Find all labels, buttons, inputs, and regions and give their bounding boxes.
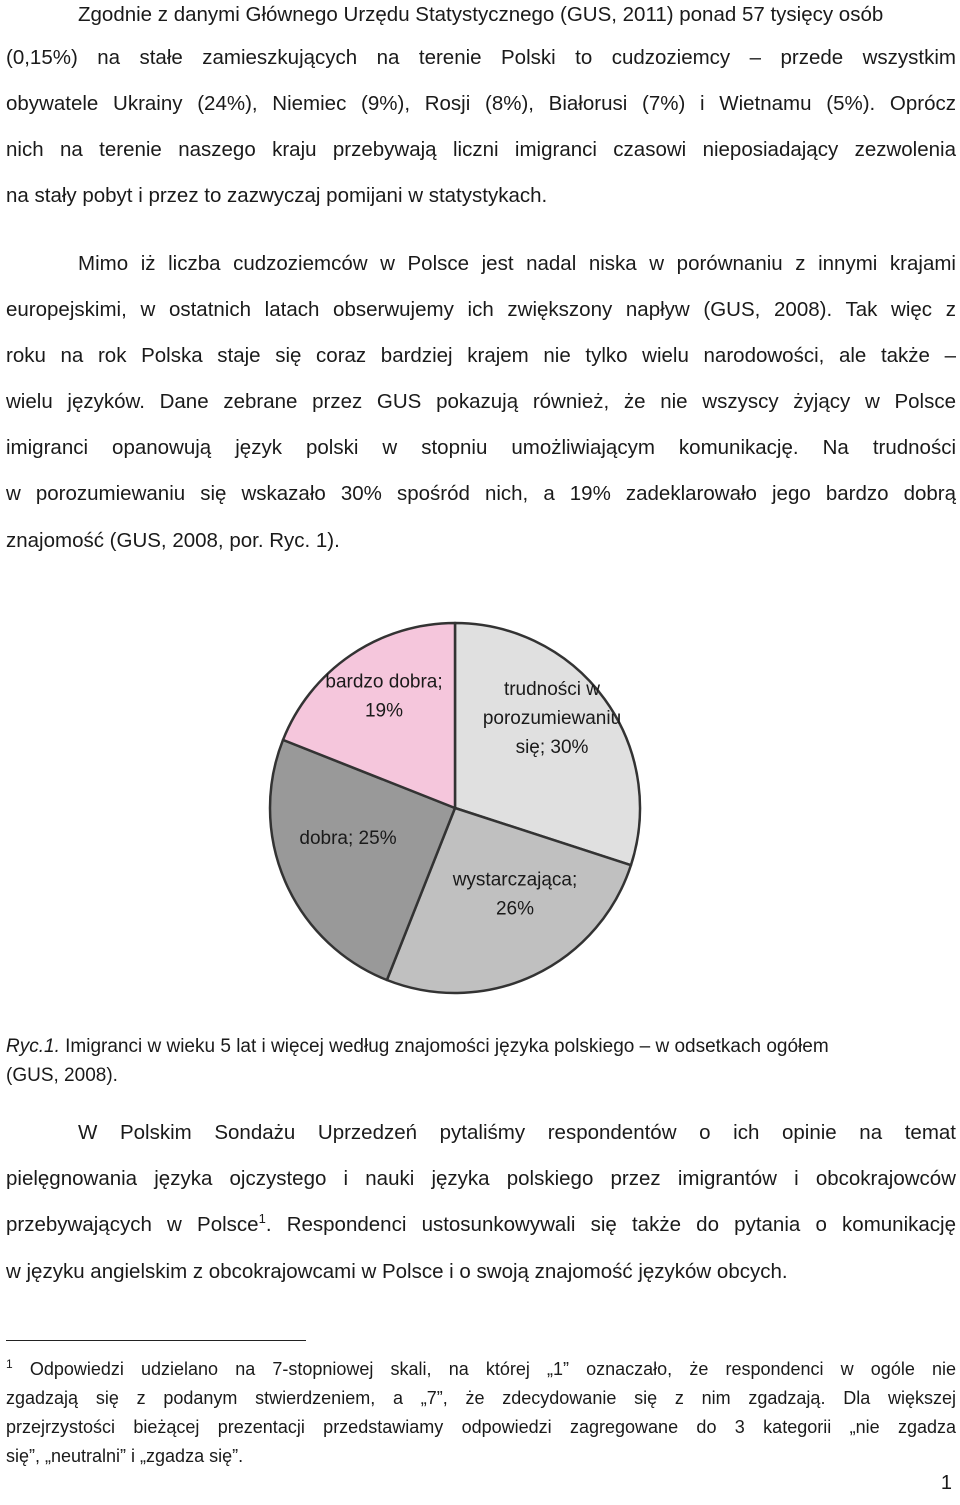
paragraph-1-line: obywatele Ukrainy (24%), Niemiec (9%), Rosji (8%), Białorusi (7%) i Wietnamu (5%). Oprócz xyxy=(6,92,956,115)
paragraph-2-line: w porozumiewaniu się wskazało 30% spośród nich, a 19% zadeklarowało jego bardzo dobrą xyxy=(6,482,956,505)
pie-label-bardzo-dobra: bardzo dobra; 19% xyxy=(325,671,443,722)
paragraph-3-line xyxy=(6,1212,956,1238)
footnote-line: przejrzystości bieżącej prezentacji przedstawiamy odpowiedzi zagregowane do 3 kategorii „nie zgadza xyxy=(6,1417,956,1437)
footnote-reference[interactable]: 1 xyxy=(258,1211,266,1227)
paragraph-1-line: (0,15%) na stałe zamieszkujących na terenie Polski to cudzoziemcy – przede wszystkim xyxy=(6,46,956,69)
paragraph-1-line: Zgodnie z danymi Głównego Urzędu Statystycznego (GUS, 2011) ponad 57 tysięcy osób xyxy=(78,3,884,26)
language-proficiency-pie-chart xyxy=(0,590,960,1010)
paragraph-2-line: znajomość (GUS, 2008, por. Ryc. 1). xyxy=(6,529,340,552)
paragraph-1-line: nich na terenie naszego kraju przebywają liczni imigranci czasowi nieposiadający zezwolenia xyxy=(6,138,956,161)
page-number: 1 xyxy=(940,1472,952,1494)
figure-caption-label: Ryc.1. xyxy=(6,1036,60,1057)
paragraph-2-line: wielu języków. Dane zebrane przez GUS pokazują również, że nie wszyscy żyjący w Polsce xyxy=(6,390,956,413)
footnote-number: 1 xyxy=(6,1357,13,1371)
footnote-text: Odpowiedzi udzielano na 7-stopniowej skali, na której „1” oznaczało, że respondenci w ogóle nie xyxy=(12,1359,956,1379)
footnote-line: zgadzają się z podanym stwierdzeniem, a „7”, że zdecydowanie się z nim zgadzają. Dla większej xyxy=(6,1388,956,1408)
paragraph-1-line: na stały pobyt i przez to zazwyczaj pomijani w statystykach. xyxy=(6,184,548,207)
paragraph-2-line: europejskimi, w ostatnich latach obserwujemy ich zwiększony napływ (GUS, 2008). Tak więc z xyxy=(6,298,956,321)
paragraph-3-text: przebywających w Polsce xyxy=(6,1213,259,1236)
paragraph-2-line: imigranci opanowują język polski w stopniu umożliwiającym komunikację. Na trudności xyxy=(6,436,956,459)
figure-caption-text: Imigranci w wieku 5 lat i więcej według znajomości języka polskiego – w odsetkach ogółem xyxy=(59,1036,829,1057)
figure-caption-line-2: (GUS, 2008). xyxy=(6,1065,118,1086)
footnote-separator xyxy=(6,1340,306,1341)
paragraph-3-line: w języku angielskim z obcokrajowcami w Polsce i o swoją znajomość języków obcych. xyxy=(6,1260,788,1283)
paragraph-3-line: pielęgnowania języka ojczystego i nauki języka polskiego przez imigrantów i obcokrajowców xyxy=(6,1167,956,1190)
paragraph-2-line: roku na rok Polska staje się coraz bardziej krajem nie tylko wielu narodowości, ale także – xyxy=(6,344,956,367)
pie-label-trudnosci: trudności w porozumiewaniu się; 30% xyxy=(482,679,622,758)
footnote-line-1 xyxy=(6,1358,956,1380)
paragraph-3-line: W Polskim Sondażu Uprzedzeń pytaliśmy respondentów o ich opinie na temat xyxy=(78,1121,956,1144)
figure-caption-line-1 xyxy=(6,1034,956,1060)
footnote-line: się”, „neutralni” i „zgadza się”. xyxy=(6,1446,244,1466)
paragraph-3-text: . Respondenci ustosunkowywali się także do pytania o komunikację xyxy=(265,1213,956,1236)
pie-label-wystarczajaca: wystarczająca; 26% xyxy=(452,869,578,920)
pie-label-dobra: dobra; 25% xyxy=(299,828,397,849)
paragraph-2-line: Mimo iż liczba cudzoziemców w Polsce jest nadal niska w porównaniu z innymi krajami xyxy=(78,252,956,275)
